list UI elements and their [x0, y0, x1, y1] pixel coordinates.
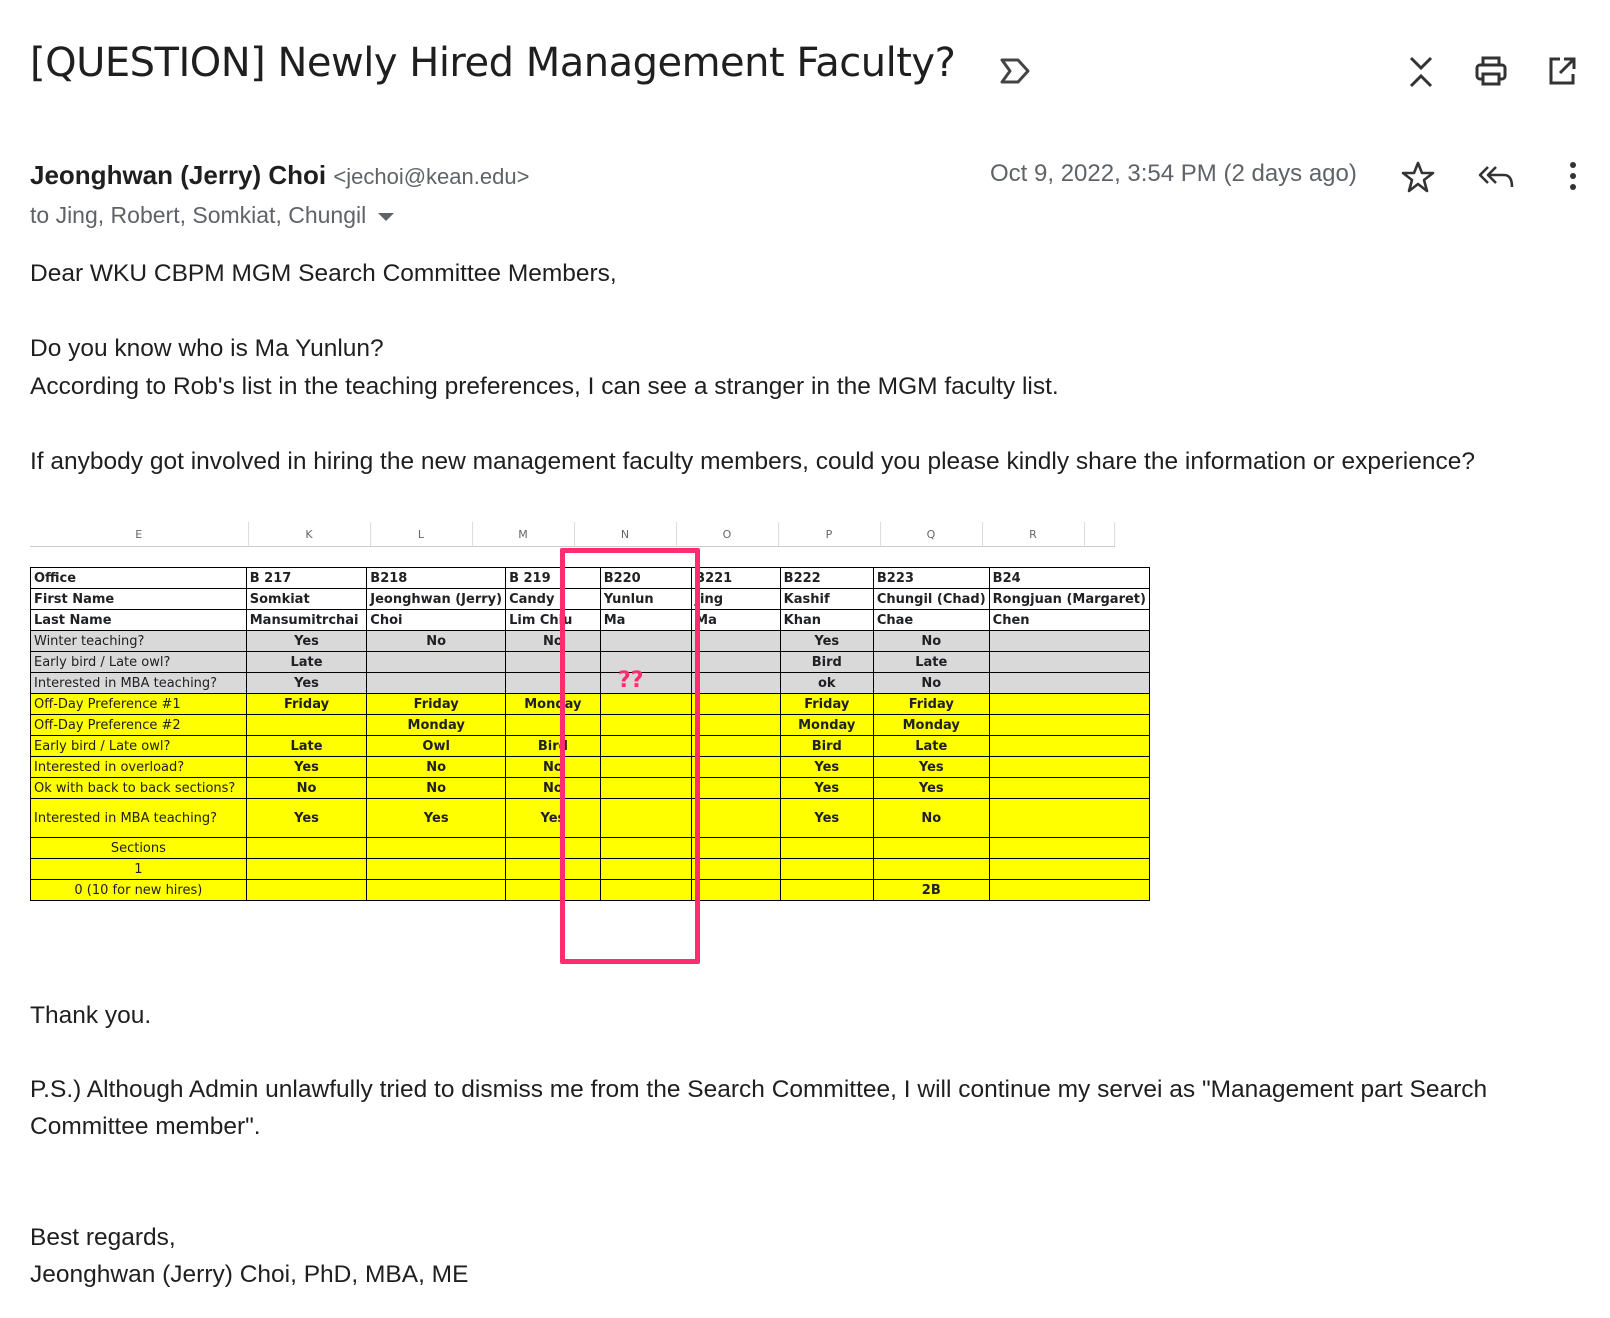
- table-cell: [989, 715, 1149, 736]
- table-cell: Friday: [367, 694, 506, 715]
- table-cell: B 219: [506, 568, 601, 589]
- table-cell: Choi: [367, 610, 506, 631]
- table-cell: B220: [600, 568, 691, 589]
- recipients[interactable]: [30, 202, 394, 229]
- table-cell: Khan: [780, 610, 873, 631]
- table-cell: Interested in MBA teaching?: [31, 799, 247, 838]
- table-cell: No: [873, 673, 989, 694]
- table-cell: [692, 673, 780, 694]
- table-cell: [989, 838, 1149, 859]
- table-cell: [367, 838, 506, 859]
- table-cell: Interested in MBA teaching?: [31, 673, 247, 694]
- col-letter: K: [248, 522, 370, 547]
- closing: Best regards,: [30, 1224, 176, 1251]
- table-cell: [873, 838, 989, 859]
- table-cell: Yes: [873, 757, 989, 778]
- thanks: Thank you.: [30, 1002, 152, 1029]
- table-cell: Yes: [246, 799, 367, 838]
- table-cell: [367, 652, 506, 673]
- col-letter: M: [472, 522, 574, 547]
- table-cell: Late: [246, 652, 367, 673]
- table-cell: B 217: [246, 568, 367, 589]
- col-letter: P: [778, 522, 880, 547]
- highlight-box: [560, 548, 700, 964]
- question-annotation: ??: [618, 668, 644, 693]
- table-cell: [692, 736, 780, 757]
- table-cell: Yes: [873, 778, 989, 799]
- table-cell: Yunlun: [600, 589, 691, 610]
- table-cell: Chen: [989, 610, 1149, 631]
- table-cell: [989, 631, 1149, 652]
- spreadsheet-column-header: [30, 522, 1115, 547]
- email-subject: [QUESTION] Newly Hired Management Faculty?: [30, 40, 956, 86]
- table-cell: Yes: [780, 778, 873, 799]
- table-cell: Bird: [780, 736, 873, 757]
- table-cell: [692, 838, 780, 859]
- table-cell: [780, 880, 873, 901]
- table-cell: Late: [873, 736, 989, 757]
- table-cell: Off-Day Preference #2: [31, 715, 247, 736]
- table-cell: Yes: [506, 799, 601, 838]
- table-cell: Yes: [780, 799, 873, 838]
- table-cell: Lim Chiu: [506, 610, 601, 631]
- table-cell: Late: [873, 652, 989, 673]
- table-cell: First Name: [31, 589, 247, 610]
- col-letter: O: [676, 522, 778, 547]
- col-letter: R: [982, 522, 1084, 547]
- table-cell: Monday: [367, 715, 506, 736]
- signature: Jeonghwan (Jerry) Choi, PhD, MBA, ME: [30, 1261, 469, 1288]
- table-cell: [989, 757, 1149, 778]
- table-cell: Bird: [506, 736, 601, 757]
- table-cell: No: [873, 631, 989, 652]
- table-cell: Chae: [873, 610, 989, 631]
- table-cell: [246, 715, 367, 736]
- collapse-icon[interactable]: [1405, 54, 1437, 90]
- table-cell: Yes: [246, 757, 367, 778]
- table-cell: [692, 652, 780, 673]
- table-cell: [989, 859, 1149, 880]
- table-cell: Off-Day Preference #1: [31, 694, 247, 715]
- table-cell: Chungil (Chad): [873, 589, 989, 610]
- table-cell: [692, 880, 780, 901]
- table-cell: No: [246, 778, 367, 799]
- table-cell: No: [506, 778, 601, 799]
- recipients-label: to Jing, Robert, Somkiat, Chungil: [30, 202, 367, 228]
- table-cell: No: [367, 778, 506, 799]
- table-cell: No: [506, 631, 601, 652]
- table-cell: [692, 778, 780, 799]
- table-cell: B24: [989, 568, 1149, 589]
- table-cell: Friday: [246, 694, 367, 715]
- table-cell: [246, 880, 367, 901]
- table-cell: Last Name: [31, 610, 247, 631]
- sender: [30, 160, 529, 191]
- table-cell: Candy: [506, 589, 601, 610]
- table-cell: Yes: [246, 631, 367, 652]
- table-cell: [780, 859, 873, 880]
- ps-line: Committee member".: [30, 1113, 261, 1140]
- table-cell: Yes: [246, 673, 367, 694]
- table-cell: Yes: [780, 757, 873, 778]
- table-cell: Monday: [780, 715, 873, 736]
- table-cell: Bird: [780, 652, 873, 673]
- table-cell: [367, 880, 506, 901]
- table-cell: [692, 631, 780, 652]
- table-cell: B221: [692, 568, 780, 589]
- table-cell: Yes: [367, 799, 506, 838]
- table-cell: Monday: [506, 694, 601, 715]
- table-cell: Office: [31, 568, 247, 589]
- col-letter: L: [370, 522, 472, 547]
- table-cell: [989, 652, 1149, 673]
- table-cell: Late: [246, 736, 367, 757]
- table-cell: [246, 859, 367, 880]
- col-letter: N: [574, 522, 676, 547]
- table-cell: [246, 838, 367, 859]
- table-cell: No: [873, 799, 989, 838]
- table-cell: 2B: [873, 880, 989, 901]
- greeting: Dear WKU CBPM MGM Search Committee Members,: [30, 260, 617, 287]
- table-cell: [989, 694, 1149, 715]
- table-cell: ok: [780, 673, 873, 694]
- table-cell: Somkiat: [246, 589, 367, 610]
- table-cell: 1: [31, 859, 247, 880]
- table-cell: Friday: [780, 694, 873, 715]
- table-cell: Jing: [692, 589, 780, 610]
- table-cell: [692, 859, 780, 880]
- table-cell: Ma: [600, 610, 691, 631]
- ps-line: P.S.) Although Admin unlawfully tried to dismiss me from the Search Committee, I will continue my servei as "Management part Search: [30, 1076, 1488, 1103]
- table-cell: B222: [780, 568, 873, 589]
- table-cell: [873, 859, 989, 880]
- table-cell: Owl: [367, 736, 506, 757]
- table-cell: [692, 757, 780, 778]
- table-cell: Jeonghwan (Jerry): [367, 589, 506, 610]
- table-cell: Kashif: [780, 589, 873, 610]
- email-date: Oct 9, 2022, 3:54 PM (2 days ago): [990, 160, 1357, 187]
- table-cell: [989, 799, 1149, 838]
- label-icon[interactable]: [998, 56, 1032, 86]
- table-cell: [692, 715, 780, 736]
- table-cell: Monday: [873, 715, 989, 736]
- table-cell: Winter teaching?: [31, 631, 247, 652]
- table-cell: [692, 694, 780, 715]
- print-icon[interactable]: [1474, 54, 1508, 88]
- table-cell: Early bird / Late owl?: [31, 652, 247, 673]
- table-cell: [367, 859, 506, 880]
- chevron-down-icon[interactable]: [378, 213, 394, 221]
- sender-email: <jechoi@kean.edu>: [333, 164, 530, 189]
- table-cell: 0 (10 for new hires): [31, 880, 247, 901]
- table-cell: [989, 673, 1149, 694]
- open-new-window-icon[interactable]: [1546, 54, 1578, 88]
- table-cell: Early bird / Late owl?: [31, 736, 247, 757]
- table-cell: [780, 838, 873, 859]
- table-cell: Yes: [780, 631, 873, 652]
- table-cell: [367, 673, 506, 694]
- table-cell: Sections: [31, 838, 247, 859]
- table-cell: No: [367, 631, 506, 652]
- table-cell: B223: [873, 568, 989, 589]
- table-cell: [692, 799, 780, 838]
- table-cell: Rongjuan (Margaret): [989, 589, 1149, 610]
- col-letter: E: [30, 522, 248, 547]
- table-cell: Ok with back to back sections?: [31, 778, 247, 799]
- body-line: If anybody got involved in hiring the new management faculty members, could you please kindly share the information or experience?: [30, 448, 1475, 475]
- star-icon[interactable]: [1400, 160, 1436, 194]
- table-cell: Friday: [873, 694, 989, 715]
- table-cell: [989, 736, 1149, 757]
- table-cell: Ma: [692, 610, 780, 631]
- table-cell: Mansumitrchai: [246, 610, 367, 631]
- table-cell: [989, 880, 1149, 901]
- table-cell: [989, 778, 1149, 799]
- more-vert-icon[interactable]: [1568, 160, 1578, 192]
- body-line: According to Rob's list in the teaching preferences, I can see a stranger in the MGM faculty list.: [30, 373, 1059, 400]
- table-cell: No: [506, 757, 601, 778]
- col-letter: Q: [880, 522, 982, 547]
- sender-name[interactable]: Jeonghwan (Jerry) Choi: [30, 160, 327, 190]
- table-cell: No: [367, 757, 506, 778]
- reply-all-icon[interactable]: [1478, 162, 1516, 192]
- table-cell: B218: [367, 568, 506, 589]
- body-line: Do you know who is Ma Yunlun?: [30, 335, 384, 362]
- table-cell: Interested in overload?: [31, 757, 247, 778]
